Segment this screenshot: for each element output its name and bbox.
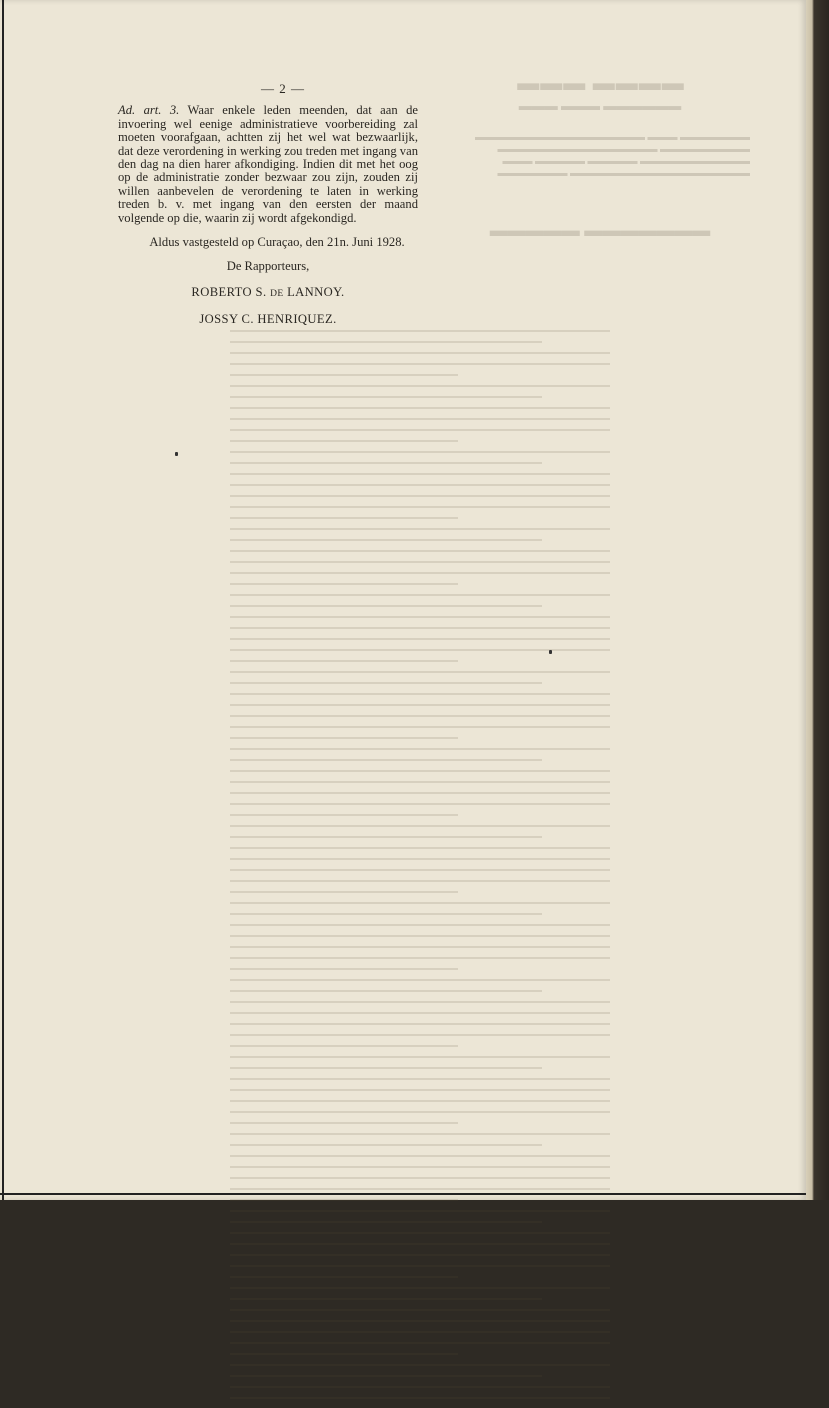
bleed-through-text [230,330,610,1408]
article-reference: Ad. art. 3. [118,103,180,118]
ink-speck [175,452,178,456]
page-edge-shadow [806,0,829,1200]
signatory-lannoy-first: ROBERTO S. [191,284,267,299]
ink-speck [549,650,552,654]
signatory-lannoy-last: LANNOY. [287,284,345,299]
page-number: — 2 — [261,81,305,96]
document-body [118,82,418,327]
signatory-lannoy-particle: DE [270,288,284,299]
signatory-henriquez: JOSSY C. HENRIQUEZ. [199,312,337,327]
paragraph-text: Waar enkele leden meenden, dat aan de invoering wel eenige administratieve voorbereiding zal moeten voorafgaan, achtten zij het wel wat bezwaarlijk, dat deze verordening in werking zou treden met ingang van den dag na dien harer afkondiging. Indien dit met het oog op de administratie zonder bezwaar zou zijn, zouden zij willen aanbevelen de verordening te laten in werking treden b. v. met ingang van den eersten der maand volgende op die, waarin zij wordt afgekondigd. [118,103,418,225]
rapporteurs-label: De Rapporteurs, [226,259,310,274]
page-border-left [2,0,4,1200]
signatory-lannoy [118,286,418,301]
article-paragraph [118,104,418,225]
bleed-through-image: ▬▬▬▬ ▬▬▬ ▬▬▬▬▬▬ ▬▬▬ ▬▬▬ ▬▬▬▬▬▬▬ ▬▬▬ ▬▬▬▬▬▬▬▬▬▬▬▬▬▬▬▬▬ ▬▬▬▬▬▬▬▬▬ ▬▬▬▬▬▬▬▬▬▬▬▬▬▬▬▬ ▬▬▬▬▬▬▬▬▬▬▬ ▬▬▬▬▬ ▬▬▬▬▬ ▬▬▬ ▬▬▬▬▬▬▬▬▬▬▬▬▬▬▬▬▬▬ ▬▬▬▬▬▬▬ ▬▬▬▬▬▬▬ ▬▬▬▬▬ [475,70,750,240]
closing-statement: Aldus vastgesteld op Curaçao, den 21n. Juni 1928. [149,235,405,250]
